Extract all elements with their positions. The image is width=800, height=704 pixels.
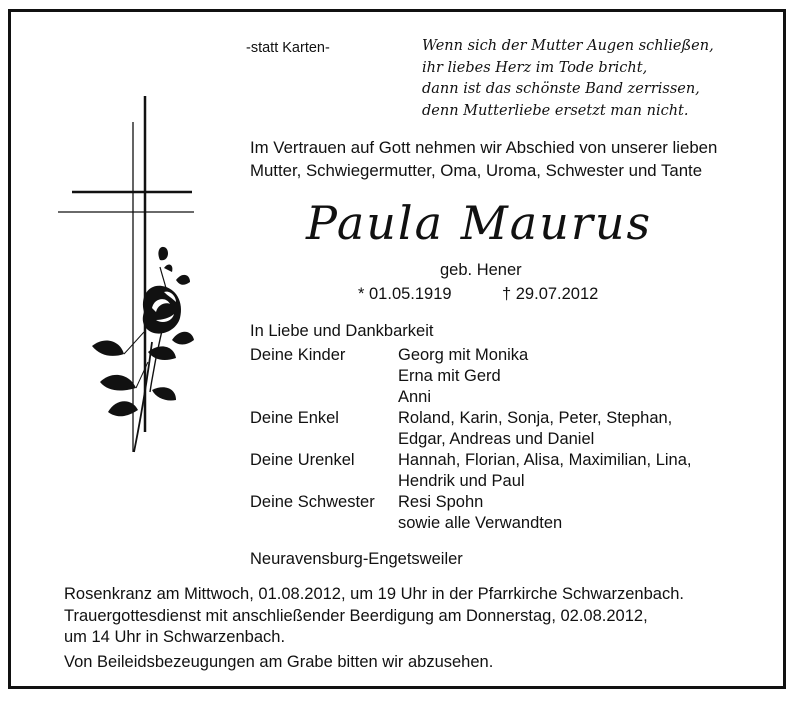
intro-text [250, 136, 717, 182]
death-date: † 29.07.2012 [502, 285, 599, 303]
poem-line: denn Mutterliebe ersetzt man nicht. [422, 102, 689, 119]
mourners-heading: In Liebe und Dankbarkeit [250, 322, 434, 340]
group-label-urenkel: Deine Urenkel [250, 451, 355, 469]
poem [422, 36, 714, 122]
deceased-name: Paula Maurus [306, 196, 653, 250]
mourner-line: Anni [398, 388, 432, 406]
service-line: um 14 Uhr in Schwarzenbach. [64, 628, 286, 646]
service-info [64, 584, 684, 649]
mourner-line: sowie alle Verwandten [398, 514, 563, 532]
group-label-schwester: Deine Schwester [250, 493, 375, 511]
intro-line: Mutter, Schwiegermutter, Oma, Uroma, Schwester und Tante [250, 161, 703, 180]
poem-line: ihr liebes Herz im Tode bricht, [422, 59, 648, 76]
intro-line: Im Vertrauen auf Gott nehmen wir Abschied von unserer lieben [250, 138, 718, 157]
rosary-line: Rosenkranz am Mittwoch, 01.08.2012, um 19 Uhr in der Pfarrkirche Schwarzenbach. [64, 585, 684, 603]
birth-date: * 01.05.1919 [358, 285, 452, 303]
statt-karten-label: -statt Karten- [246, 40, 330, 56]
poem-line: dann ist das schönste Band zerrissen, [422, 81, 700, 97]
birth-name: geb. Hener [440, 261, 522, 279]
mourner-line: Edgar, Andreas und Daniel [398, 430, 595, 448]
mourner-line: Hendrik und Paul [398, 472, 525, 490]
cross-rose-icon [52, 92, 202, 462]
group-label-kinder: Deine Kinder [250, 346, 346, 364]
service-line: Trauergottesdienst mit anschließender Beerdigung am Donnerstag, 02.08.2012, [64, 606, 648, 625]
mourner-line: Hannah, Florian, Alisa, Maximilian, Lina, [398, 451, 692, 469]
group-names-kinder [398, 345, 528, 408]
group-names-urenkel [398, 450, 691, 492]
mourner-line: Resi Spohn [398, 493, 484, 511]
group-names-enkel [398, 408, 672, 450]
poem-line: Wenn sich der Mutter Augen schließen, [422, 38, 714, 54]
mourner-line: Erna mit Gerd [398, 367, 501, 385]
mourner-line: Roland, Karin, Sonja, Peter, Stephan, [398, 409, 673, 427]
group-label-enkel: Deine Enkel [250, 409, 339, 427]
place-name: Neuravensburg-Engetsweiler [250, 550, 463, 568]
mourner-line: Georg mit Monika [398, 346, 529, 364]
condolences-note: Von Beileidsbezeugungen am Grabe bitten wir abzusehen. [64, 653, 494, 671]
group-names-schwester [398, 492, 562, 534]
